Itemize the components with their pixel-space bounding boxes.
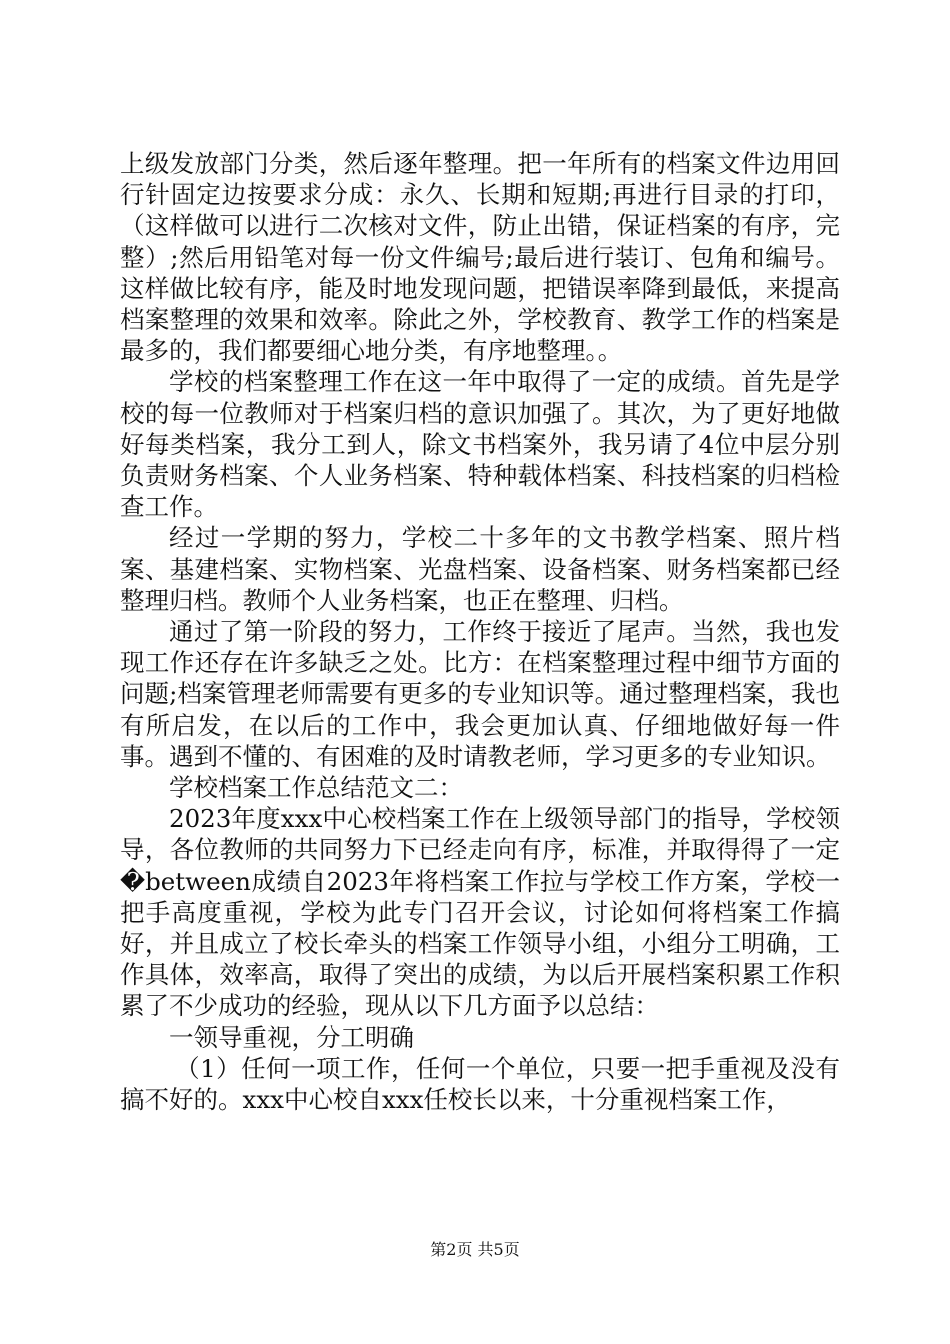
paragraph-5: 2023年度xxx中心校档案工作在上级领导部门的指导，学校领导，各位教师的共同努力下已经走向有序，标准，并取得得了一定�between成绩自2023年将档案工作拉与学校工作方案，学校一把手高度重视，学校为此专门召开会议，讨论如何将档案工作搞好，并且成立了校长牵头的档案工作领导小组，小组分工明确，工作具体，效率高，取得了突出的成绩，为以后开展档案积累工作积累了不少成功的经验，现从以下几方面予以总结： — [120, 804, 840, 1021]
page-footer: 第2页 共5页 — [430, 1240, 520, 1259]
document-body — [120, 148, 840, 1115]
paragraph-1: 上级发放部门分类，然后逐年整理。把一年所有的档案文件边用回行针固定边按要求分成：永久、长期和短期;再进行目录的打印，（这样做可以进行二次核对文件，防止出错，保证档案的有序，完整）;然后用铅笔对每一份文件编号;最后进行装订、包角和编号。这样做比较有序，能及时地发现问题，把错误率降到最低，来提高档案整理的效果和效率。除此之外，学校教育、教学工作的档案是最多的，我们都要细心地分类，有序地整理。。 — [120, 149, 840, 366]
paragraph-6: （1）任何一项工作，任何一个单位，只要一把手重视及没有搞不好的。xxx中心校自xxx任校长以来，十分重视档案工作， — [120, 1053, 840, 1115]
section-heading-2: 学校档案工作总结范文二： — [169, 773, 463, 803]
paragraph-3: 经过一学期的努力，学校二十多年的文书教学档案、照片档案、基建档案、实物档案、光盘档案、设备档案、财务档案都已经整理归档。教师个人业务档案，也正在整理、归档。 — [120, 523, 840, 615]
paragraph-4: 通过了第一阶段的努力，工作终于接近了尾声。当然，我也发现工作还存在许多缺乏之处。比方：在档案整理过程中细节方面的问题;档案管理老师需要有更多的专业知识等。通过整理档案，我也有所启发，在以后的工作中，我会更加认真、仔细地做好每一件事。遇到不懂的、有困难的及时请教老师，学习更多的专业知识。 — [120, 617, 840, 771]
paragraph-2: 学校的档案整理工作在这一年中取得了一定的成绩。首先是学校的每一位教师对于档案归档的意识加强了。其次，为了更好地做好每类档案，我分工到人，除文书档案外，我另请了4位中层分别负责财务档案、个人业务档案、特种载体档案、科技档案的归档检查工作。 — [120, 367, 840, 522]
subheading-leadership: 一领导重视，分工明确 — [169, 1022, 414, 1052]
